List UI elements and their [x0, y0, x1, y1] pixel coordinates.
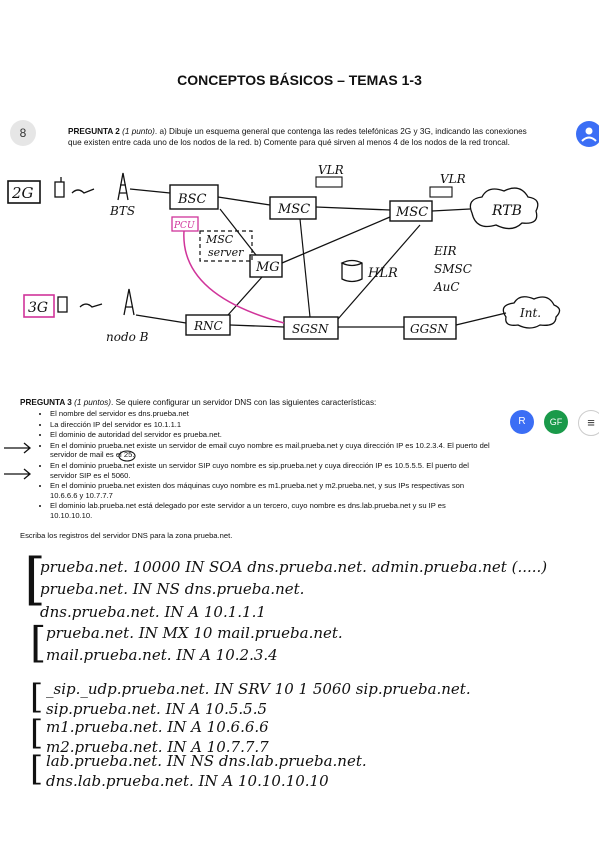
q3-bullet: • En el dominio prueba.net existen dos máquinas cuyo nombre es m1.prueba.net y m2.prueba.net, y sus IPs respectivas son 10.6.6.6 y 10.7.7.7: [50, 481, 490, 500]
record-line: _sip._udp.prueba.net. IN SRV 10 1 5060 sip.prueba.net.: [46, 680, 471, 698]
q3-intro: . Se quiere configurar un servidor DNS con las siguientes características:: [111, 398, 377, 407]
rtb-label: RTB: [492, 203, 522, 219]
vlr-a-label: VLR: [318, 163, 344, 177]
auc-label: AuC: [434, 280, 460, 294]
q2-label: PREGUNTA 2: [68, 127, 120, 136]
hand-arrows: [0, 440, 40, 490]
arrow-right-icon: [4, 443, 30, 453]
q2-points: (1 punto): [122, 127, 155, 136]
menu-icon: ≡: [587, 415, 595, 430]
collaborator-a-initial: R: [518, 416, 526, 427]
record-line: dns.lab.prueba.net. IN A 10.10.10.10: [46, 772, 329, 790]
vlr-a-box: [316, 177, 342, 187]
record-line: sip.prueba.net. IN A 10.5.5.5: [46, 700, 268, 718]
nodob-label: nodo B: [106, 330, 149, 344]
record-brace: [: [30, 677, 44, 717]
signal-arrow-3g: [80, 304, 102, 307]
user-avatar[interactable]: [10, 120, 36, 146]
eir-label: EIR: [434, 244, 457, 258]
collaborator-b-avatar[interactable]: [544, 410, 568, 434]
collaborator-a-avatar[interactable]: [510, 410, 534, 434]
q3-bullet: • El nombre del servidor es dns.prueba.net: [50, 409, 490, 419]
q3-bullet: • El dominio de autoridad del servidor es prueba.net.: [50, 430, 490, 440]
record-line: prueba.net. IN MX 10 mail.prueba.net.: [46, 624, 343, 642]
record-line: prueba.net. IN NS dns.prueba.net.: [40, 580, 305, 598]
q3-bullet: • En el dominio prueba.net existe un servidor de email cuyo nombre es mail.prueba.net y cuya dirección IP es 10.2.3.4. El puerto del servidor de mail es el 25.: [50, 441, 490, 460]
network-diagram: [0, 155, 599, 390]
vlr-b-label: VLR: [440, 172, 466, 186]
mg-label: MG: [256, 260, 280, 275]
q3-bullet: • El dominio lab.prueba.net está delegado por este servidor a un tercero, cuyo nombre es dns.lab.prueba.net y su IP es 10.10.10.10.: [50, 501, 490, 520]
question-3: [20, 398, 540, 407]
q2-text: . a) Dibuje un esquema general que contenga las redes telefónicas 2G y 3G, indicando las conexiones que existen entre cada uno de los nodos de la red. b) Comente para qué sirven al menos 4 de los nodos de la red troncal.: [68, 127, 527, 147]
question-2: [68, 126, 538, 148]
record-brace: [: [30, 749, 44, 789]
collaborator-avatar[interactable]: [576, 121, 599, 147]
int-label: Int.: [520, 306, 542, 320]
bts-label: BTS: [110, 204, 136, 218]
q3-points: (1 puntos): [74, 398, 112, 407]
menu-button[interactable]: [578, 410, 599, 436]
collaborator-b-initial: GF: [549, 417, 563, 427]
record-line: prueba.net. 10000 IN SOA dns.prueba.net. admin.prueba.net (.....): [40, 558, 548, 576]
record-brace: [: [24, 547, 46, 612]
q3-bullet-list: [38, 409, 490, 522]
msc-server-label-a: MSC: [206, 233, 234, 246]
q3-bullet: • En el dominio prueba.net existe un servidor SIP cuyo nombre es sip.prueba.net y cuya dirección IP es 10.5.5.5. El puerto del servidor SIP es el 5060.: [50, 461, 490, 480]
arrow-right-icon: [4, 469, 30, 479]
record-line: mail.prueba.net. IN A 10.2.3.4: [46, 646, 278, 664]
gen3-label: 3G: [28, 300, 49, 316]
record-line: dns.prueba.net. IN A 10.1.1.1: [40, 603, 266, 621]
record-brace: [: [30, 618, 47, 667]
q3-bullet: • La dirección IP del servidor es 10.1.1.1: [50, 420, 490, 430]
bsc-label: BSC: [178, 192, 207, 207]
phone-2g-icon: [55, 182, 64, 197]
person-icon: [576, 121, 599, 147]
ggsn-label: GGSN: [410, 322, 448, 336]
phone-3g-icon: [58, 297, 67, 312]
signal-arrow-2g: [72, 189, 94, 193]
record-brace: [: [30, 713, 44, 753]
pcu-label: PCU: [174, 221, 195, 231]
record-line: lab.prueba.net. IN NS dns.lab.prueba.net.: [46, 752, 367, 770]
hlr-label: HLR: [368, 266, 398, 281]
q3-closing: Escriba los registros del servidor DNS para la zona prueba.net.: [20, 531, 233, 540]
bts-tower-icon: [118, 173, 128, 200]
smsc-label: SMSC: [434, 262, 472, 276]
avatar-initial: 8: [19, 126, 27, 140]
msc-server-label-b: server: [208, 246, 244, 259]
q3-label: PREGUNTA 3: [20, 398, 72, 407]
hlr-database-icon: [342, 261, 362, 282]
msc-a-label: MSC: [278, 202, 311, 217]
record-line: m2.prueba.net. IN A 10.7.7.7: [46, 738, 269, 756]
record-line: m1.prueba.net. IN A 10.6.6.6: [46, 718, 269, 736]
vlr-b-box: [430, 187, 452, 197]
sgsn-label: SGSN: [292, 322, 329, 336]
msc-b-label: MSC: [396, 205, 429, 220]
document-title: CONCEPTOS BÁSICOS – TEMAS 1-3: [177, 72, 422, 88]
nodob-tower-icon: [124, 289, 134, 315]
gen2-label: 2G: [12, 184, 34, 202]
rnc-label: RNC: [194, 319, 223, 333]
port-circle: [118, 450, 136, 462]
